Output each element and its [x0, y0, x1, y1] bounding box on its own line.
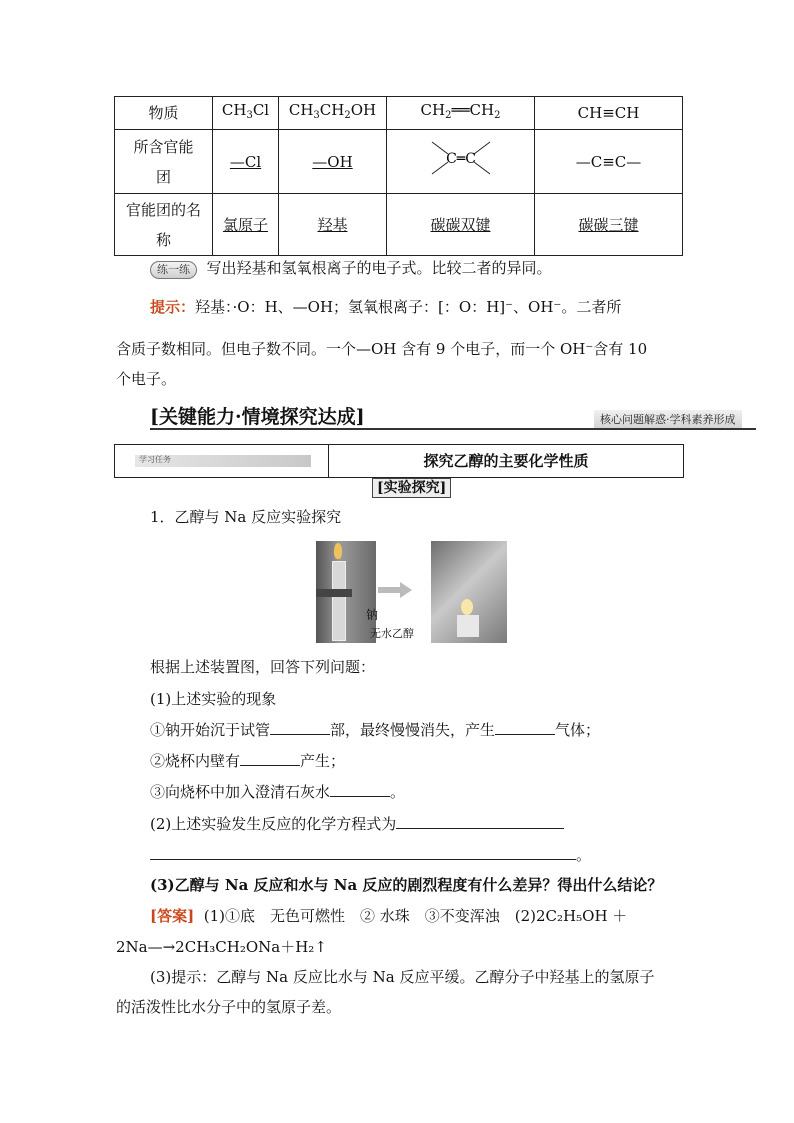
table-cell: $CH_2══CH_2$ [387, 97, 535, 130]
table-cell: —C≡C— [535, 130, 683, 194]
answer-blank[interactable] [270, 718, 330, 735]
answer-line: 的活泼性比水分子中的氢原子差。 [116, 998, 342, 1016]
table-cell: CH≡CH [535, 97, 683, 130]
functional-group-table [114, 96, 683, 256]
figure-label-sodium: 钠 [366, 608, 379, 622]
question-line: ①钠开始沉于试管 部，最终慢慢消失，产生 气体； [150, 718, 600, 741]
question-line: (2)上述实验发生反应的化学方程式为 [150, 812, 564, 835]
practice-badge: 练一练 [150, 261, 197, 279]
table-row-label: 所含官能团 [115, 130, 213, 194]
answer-blank[interactable] [150, 843, 576, 860]
section-title: [关键能力·情境探究达成] [150, 406, 365, 428]
table-cell: 羟基 [279, 194, 387, 256]
double-bond-label: C═C [445, 150, 476, 167]
paragraph: 根据上述装置图，回答下列问题： [150, 658, 376, 676]
table-cell: 碳碳三键 [535, 194, 683, 256]
table-cell: —OH [279, 130, 387, 194]
task-title: 探究乙醇的主要化学性质 [423, 452, 589, 470]
experiment-heading: 1．乙醇与 Na 反应实验探究 [150, 508, 342, 526]
hint-line: 提示：羟基：·O：H、—OH；氢氧根离子：[：O：H]⁻、OH⁻。二者所 [150, 298, 622, 316]
table-cell: 氯原子 [213, 194, 279, 256]
experiment-label: [实验探究] [372, 478, 451, 498]
table-cell: 碳碳双键 [387, 194, 535, 256]
answer-line: [答案] (1)①底 无色可燃性 ② 水珠 ③不变浑浊 (2)2C₂H₅OH ＋ [150, 907, 628, 925]
section-divider [150, 428, 756, 430]
arrow-icon [378, 582, 412, 598]
table-cell: $CH_3CH_2OH$ [279, 97, 387, 130]
question-line: ②烧杯内壁有 产生； [150, 749, 345, 772]
answer-blank[interactable] [396, 812, 564, 829]
answer-label: [答案] [150, 907, 195, 925]
answer-line: (3)提示：乙醇与 Na 反应比水与 Na 反应平缓。乙醇分子中羟基上的氢原子 [150, 968, 655, 986]
hint-line: 含质子数相同。但电子数不同。一个—OH 含有 9 个电子，而一个 OH⁻含有 10 [116, 340, 648, 358]
question-line: ③向烧杯中加入澄清石灰水 。 [150, 780, 405, 803]
beaker-photo [431, 541, 507, 643]
table-cell [387, 130, 535, 194]
task-tag: 学习任务 [135, 455, 311, 467]
practice-question: 练一练 写出羟基和氢氧根离子的电子式。比较二者的异同。 [150, 257, 552, 279]
table-cell: 物质 [115, 97, 213, 130]
question-line: 。 [150, 843, 591, 866]
test-tube-photo [316, 541, 379, 643]
answer-blank[interactable] [240, 749, 300, 766]
table-cell: —Cl [213, 130, 279, 194]
answer-line: 2Na—→2CH₃CH₂ONa＋H₂↑ [116, 938, 327, 956]
answer-blank[interactable] [330, 780, 390, 797]
table-row-label: 官能团的名称 [115, 194, 213, 256]
hint-line: 个电子。 [116, 370, 177, 388]
task-box [114, 444, 684, 478]
table-cell: $CH_3Cl$ [213, 97, 279, 130]
question-line: (3)乙醇与 Na 反应和水与 Na 反应的剧烈程度有什么差异？得出什么结论？ [150, 876, 663, 894]
double-bond-structure [426, 136, 496, 180]
paragraph: (1)上述实验的现象 [150, 690, 277, 708]
section-subtitle: 核心问题解惑·学科素养形成 [594, 410, 742, 428]
figure-label-ethanol: 无水乙醇 [370, 627, 414, 640]
answer-blank[interactable] [495, 718, 555, 735]
